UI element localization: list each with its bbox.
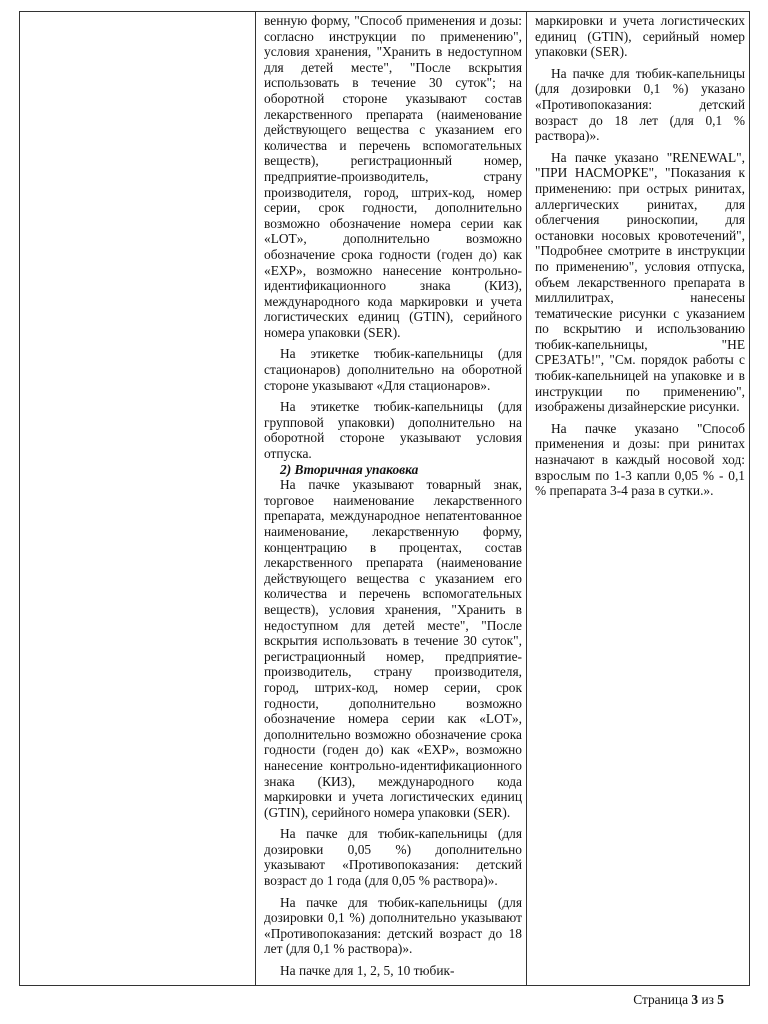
page-separator: из — [701, 992, 714, 1007]
paragraph-primary-label-continued: венную форму, "Способ применения и дозы: согласно инструкции по применению", условия хранения, "Хранить в недоступном для детей месте", "После вскрытия использовать в течение 30 суток"; на оборотной стороне указывают состав лекарственного препарата (наименование действующего вещества с указанием его количества и перечень вспомогательных веществ), регистрационный номер, предприятие-производитель, страну производителя, город, штрих-код, номер серии, срок годности, дополнительно возможно обозначение номера серии как «LOT», дополнительно возможно обозначение срока годности (годен до) как «EXP», возможно нанесение контрольно-идентификационного знака (КИЗ), международного кода маркировки и учета логистических единиц (GTIN), серийного номера упаковки (SER). — [264, 13, 522, 340]
paragraph-carton-main: На пачке указывают товарный знак, торговое наименование лекарственного препарата, международное непатентованное наименование, лекарственную форму, концентрацию в процентах, состав лекарственного препарата (наименование действующего вещества с указанием его количества и перечень вспомогательных веществ), условия хранения, "Хранить в недоступном для детей месте", "После вскрытия использовать в течение 30 суток", регистрационный номер, предприятие-производитель, страну производителя, город, штрих-код, номер серии, срок годности, дополнительно возможно обозначение номера серии как «LOT», дополнительно возможно обозначение срока годности (годен до) как «EXP», возможно нанесение контрольно-идентификационного знака (КИЗ), международного кода маркировки и учета логистических единиц (GTIN), серийного номера упаковки (SER). — [264, 477, 522, 820]
page-total-number: 5 — [717, 992, 724, 1007]
page-label: Страница — [633, 992, 689, 1007]
paragraph-hospital-label: На этикетке тюбик-капельницы (для стационаров) дополнительно на оборотной стороне указывают «Для стационаров». — [264, 346, 522, 393]
section-heading-secondary-packaging: 2) Вторичная упаковка — [280, 461, 419, 477]
paragraph-group-pack-label: На этикетке тюбик-капельницы (для групповой упаковки) дополнительно на оборотной стороне указывают условия отпуска. — [264, 399, 522, 462]
paragraph-contraindications: На пачке для тюбик-капельницы (для дозировки 0,1 %) указано «Противопоказания: детский возраст до 18 лет (для 0,1 % раствора)». — [535, 65, 745, 144]
document-table — [19, 11, 750, 986]
paragraph-dosage: На пачке указано "Способ применения и дозы: при ринитах назначают в каждый носовой ход: взрослым по 1-3 капли 0,05 % - 0,1 % препарата 3-4 раза в сутки.». — [535, 420, 745, 499]
paragraph-carton-multi: На пачке для 1, 2, 5, 10 тюбик- — [280, 963, 455, 979]
paragraph-renewal-carton: На пачке указано "RENEWAL", "ПРИ НАСМОРКЕ", "Показания к применению: при острых ринитах, аллергических ринитах, для облегчения риноскопии, для остановки носовых кровотечений", "Подробнее смотрите в инструкции по применению", условия отпуска, объем лекарственного препарата в миллилитрах, нанесены тематические рисунки с указанием по вскрытию и использованию тюбик-капельницы, "НЕ СРЕЗАТЬ!", "См. порядок работы с тюбик-капельницей на упаковке и в инструкции по применению", изображены дизайнерские рисунки. — [535, 149, 745, 415]
page-current-number: 3 — [691, 992, 699, 1007]
paragraph-gtin-continued: маркировки и учета логистических единиц (GTIN), серийный номер упаковки (SER). — [535, 13, 745, 60]
table-column-empty — [20, 12, 256, 985]
table-column-current-text — [527, 12, 751, 985]
paragraph-carton-01: На пачке для тюбик-капельницы (для дозировки 0,1 %) дополнительно указывают «Противопоказания: детский возраст до 18 лет (для 0,1 % раствора)». — [264, 894, 522, 957]
table-column-packaging-text — [256, 12, 527, 985]
paragraph-carton-005: На пачке для тюбик-капельницы (для дозировки 0,05 %) дополнительно указывают «Противопоказания: детский возраст до 1 года (для 0,05 % раствора)». — [264, 826, 522, 889]
page-footer — [633, 992, 724, 1008]
